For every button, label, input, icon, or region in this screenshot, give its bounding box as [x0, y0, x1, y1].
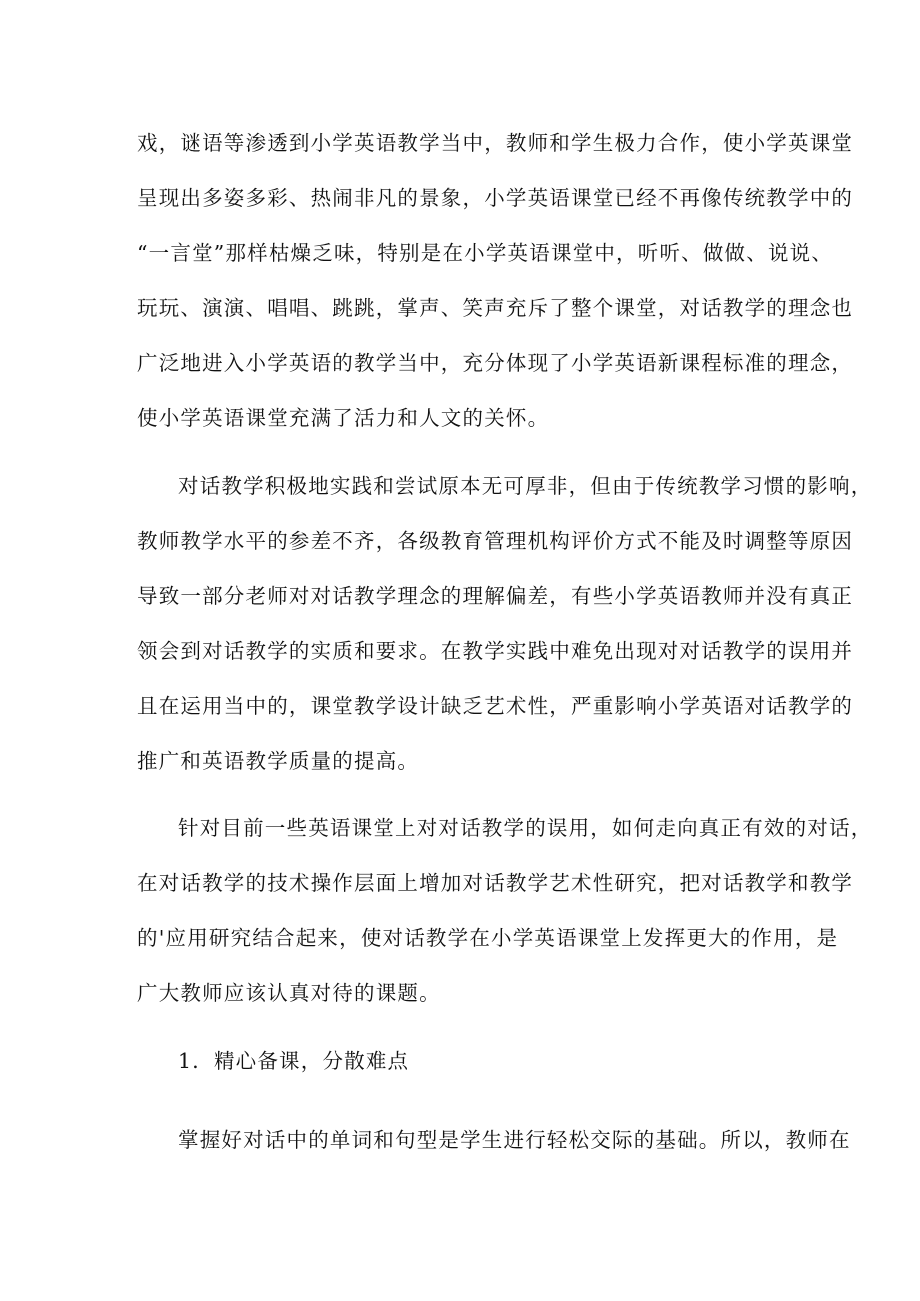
- paragraph-2-line-1: 对话教学积极地实践和尝试原本无可厚非，但由于传统教学习惯的影响，: [178, 474, 873, 498]
- paragraph-3-line-1: 针对目前一些英语课堂上对对话教学的误用，如何走向真正有效的对话，: [178, 816, 873, 840]
- paragraph-2-line-6: 推广和英语教学质量的提高。: [137, 749, 420, 773]
- paragraph-3-line-4: 广大教师应该认真对待的课题。: [137, 981, 441, 1005]
- paragraph-3-line-3: 的'应用研究结合起来，使对话教学在小学英语课堂上发挥更大的作用，是: [137, 926, 839, 950]
- paragraph-3-line-2: 在对话教学的技术操作层面上增加对话教学艺术性研究，把对话教学和教学: [137, 871, 854, 895]
- paragraph-1-line-3: “一言堂”那样枯燥乏味，特别是在小学英语课堂中，听听、做做、说说、: [137, 241, 834, 265]
- paragraph-4-line-1: 掌握好对话中的单词和句型是学生进行轻松交际的基础。所以，教师在: [178, 1128, 851, 1152]
- section-heading: 1．精心备课，分散难点: [178, 1049, 410, 1073]
- paragraph-1-line-4: 玩玩、演演、唱唱、跳跳，掌声、笑声充斥了整个课堂，对话教学的理念也: [137, 296, 854, 320]
- paragraph-2-line-4: 领会到对话教学的实质和要求。在教学实践中难免出现对对话教学的误用并: [137, 639, 854, 663]
- paragraph-2-line-5: 且在运用当中的，课堂教学设计缺乏艺术性，严重影响小学英语对话教学的: [137, 694, 854, 718]
- paragraph-1-line-1: 戏，谜语等渗透到小学英语教学当中，教师和学生极力合作，使小学英课堂: [137, 131, 854, 155]
- paragraph-1-line-5: 广泛地进入小学英语的教学当中，充分体现了小学英语新课程标准的理念，: [137, 351, 854, 375]
- paragraph-1-line-2: 呈现出多姿多彩、热闹非凡的景象，小学英语课堂已经不再像传统教学中的: [137, 186, 854, 210]
- paragraph-2-line-3: 导致一部分老师对对话教学理念的理解偏差，有些小学英语教师并没有真正: [137, 584, 854, 608]
- paragraph-2-line-2: 教师教学水平的参差不齐，各级教育管理机构评价方式不能及时调整等原因: [137, 529, 854, 553]
- paragraph-1-line-6: 使小学英语课堂充满了活力和人文的关怀。: [137, 406, 550, 430]
